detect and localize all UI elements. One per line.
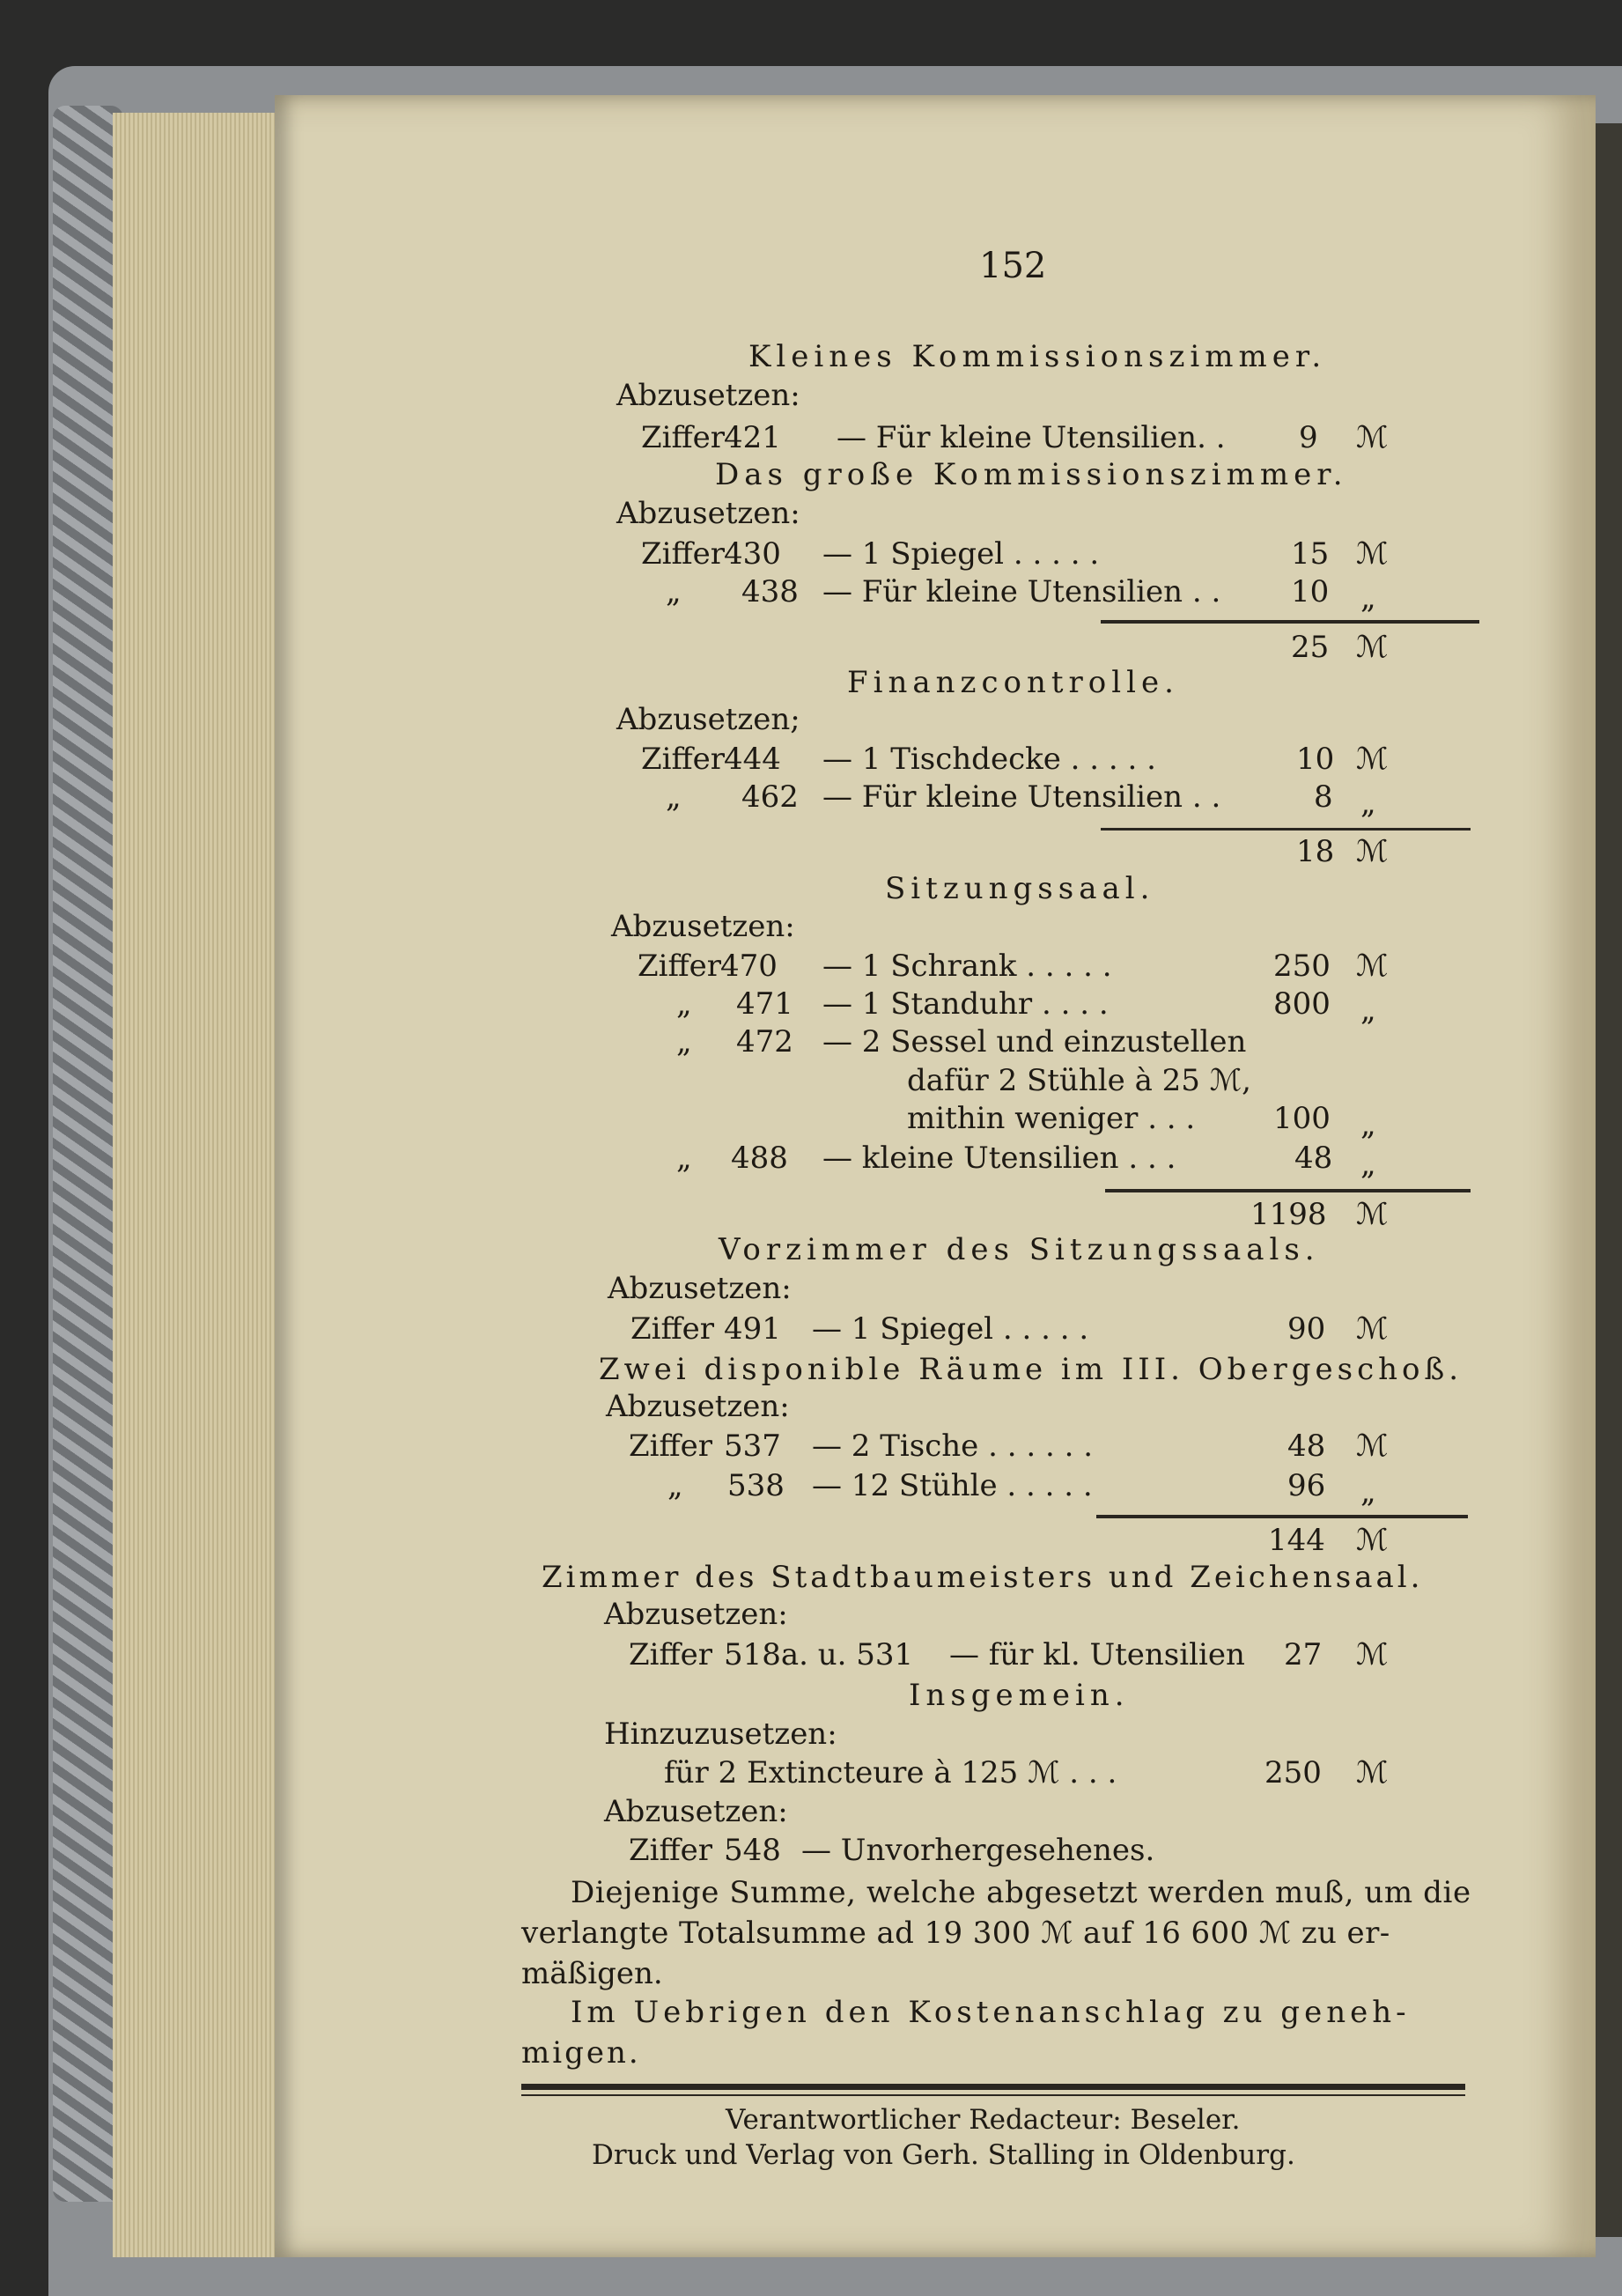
- sum-rule: [1096, 1515, 1468, 1518]
- row-prefix: „: [666, 574, 682, 609]
- row-unit: „: [1360, 1474, 1376, 1510]
- section-label: Abzusetzen:: [608, 1271, 792, 1306]
- row-text: — 1 Spiegel . . . . .: [822, 536, 1100, 572]
- row-prefix: „: [667, 1468, 683, 1503]
- section-label: Abzusetzen:: [604, 1597, 788, 1632]
- row-number: 538: [727, 1468, 785, 1503]
- section-heading: Finanzcontrolle.: [847, 665, 1179, 700]
- row-text: — 1 Spiegel . . . . .: [812, 1311, 1089, 1347]
- row-text: dafür 2 Stühle à 25 ℳ,: [907, 1063, 1251, 1098]
- row-number: 444: [724, 742, 781, 777]
- row-text: — 12 Stühle . . . . .: [812, 1468, 1093, 1503]
- section-heading: Zimmer des Stadtbaumeisters und Zeichensaal.: [542, 1560, 1424, 1595]
- page-edges: [113, 113, 280, 2257]
- row-prefix: „: [676, 986, 692, 1022]
- row-value: 250: [1264, 1755, 1322, 1790]
- section-label: Abzusetzen:: [616, 496, 800, 531]
- row-unit: „: [1360, 1107, 1376, 1142]
- paragraph-line: verlangte Totalsumme ad 19 300 ℳ auf 16 600 ℳ zu er-: [521, 1916, 1390, 1951]
- paragraph-line: migen.: [521, 2035, 641, 2071]
- row-unit: „: [1360, 786, 1376, 821]
- row-unit: ℳ: [1356, 1755, 1389, 1790]
- section-label: Abzusetzen:: [611, 909, 795, 944]
- sum-rule: [1101, 828, 1471, 831]
- row-unit: ℳ: [1356, 536, 1389, 572]
- row-value: 10: [1296, 742, 1335, 777]
- row-value: 48: [1287, 1429, 1326, 1464]
- row-number: 537: [724, 1429, 781, 1464]
- row-number: 470: [720, 949, 778, 984]
- footer-rule-thin: [521, 2094, 1465, 2096]
- page-number: 152: [979, 246, 1047, 286]
- section-label: Abzusetzen:: [606, 1389, 790, 1424]
- section-total-unit: ℳ: [1356, 1523, 1389, 1558]
- section-heading: Das große Kommissionszimmer.: [715, 457, 1348, 492]
- section-label-2: Abzusetzen:: [604, 1794, 788, 1829]
- book-gutter: [1596, 123, 1622, 2237]
- row-text: — 2 Sessel und einzustellen: [822, 1024, 1247, 1059]
- section-total-unit: ℳ: [1356, 834, 1389, 869]
- row-text: — 2 Tische . . . . . .: [812, 1429, 1093, 1464]
- paragraph-line: Diejenige Summe, welche abgesetzt werden muß, um die: [571, 1875, 1471, 1910]
- row-number: 462: [741, 779, 799, 815]
- row-text: — 1 Schrank . . . . .: [822, 949, 1112, 984]
- row-value: 96: [1287, 1468, 1326, 1503]
- row-value: 10: [1291, 574, 1330, 609]
- row-value: 90: [1287, 1311, 1326, 1347]
- row-prefix: Ziffer: [638, 949, 722, 984]
- row-unit: „: [1360, 993, 1376, 1028]
- row-number: 430: [724, 536, 781, 572]
- row-prefix: Ziffer: [630, 1311, 715, 1347]
- row-unit: ℳ: [1356, 1429, 1389, 1464]
- row-unit: „: [1360, 580, 1376, 616]
- section-heading: Kleines Kommissionszimmer.: [748, 339, 1327, 374]
- row-number: 518a. u. 531: [724, 1637, 914, 1672]
- row-text: — 1 Standuhr . . . .: [822, 986, 1109, 1022]
- row-prefix: „: [666, 779, 682, 815]
- row-text: — Für kleine Utensilien . .: [822, 574, 1221, 609]
- paragraph-line: Im Uebrigen den Kostenanschlag zu geneh-: [571, 1995, 1411, 2030]
- section-heading: Zwei disponible Räume im III. Obergeschoß.: [599, 1352, 1463, 1387]
- row-prefix: Ziffer: [641, 742, 726, 777]
- row-unit: ℳ: [1356, 949, 1389, 984]
- sum-rule: [1101, 620, 1479, 624]
- paragraph-line: mäßigen.: [521, 1956, 663, 1991]
- row-text: — Für kleine Utensilien . .: [822, 779, 1221, 815]
- section-total-unit: ℳ: [1356, 1197, 1389, 1232]
- row-unit: „: [1360, 1147, 1376, 1182]
- section-total-unit: ℳ: [1356, 630, 1389, 665]
- footer-rule: [521, 2084, 1465, 2090]
- row-unit: ℳ: [1356, 420, 1389, 455]
- row-prefix: „: [676, 1024, 692, 1059]
- section-heading: Vorzimmer des Sitzungssaals.: [719, 1232, 1320, 1267]
- row-text: mithin weniger . . .: [907, 1101, 1196, 1136]
- row-prefix: Ziffer: [629, 1833, 713, 1868]
- row-value: 15: [1291, 536, 1330, 572]
- row-number: 471: [736, 986, 793, 1022]
- row-text: für 2 Extincteure à 125 ℳ . . .: [664, 1755, 1117, 1790]
- row-value: 48: [1294, 1141, 1333, 1176]
- section-label: Abzusetzen;: [616, 702, 800, 737]
- section-heading: Sitzungssaal.: [885, 871, 1155, 906]
- row-number: 488: [731, 1141, 788, 1176]
- row-number: 421: [724, 420, 781, 455]
- row-value: 100: [1273, 1101, 1331, 1136]
- row-value: 800: [1273, 986, 1331, 1022]
- row-prefix: Ziffer: [629, 1429, 713, 1464]
- row-number: 491: [724, 1311, 781, 1347]
- row-unit: ℳ: [1356, 1311, 1389, 1347]
- row-text: — Für kleine Utensilien. .: [837, 420, 1226, 455]
- row-unit: ℳ: [1356, 1637, 1389, 1672]
- row-prefix: „: [676, 1141, 692, 1176]
- row-prefix: Ziffer: [641, 536, 726, 572]
- row-number: 548: [724, 1833, 781, 1868]
- section-total-value: 1198: [1250, 1197, 1327, 1232]
- row-value: 8: [1314, 779, 1333, 815]
- row-text: — 1 Tischdecke . . . . .: [822, 742, 1156, 777]
- row-unit: ℳ: [1356, 742, 1389, 777]
- footer-publisher: Druck und Verlag von Gerh. Stalling in Oldenburg.: [592, 2139, 1295, 2171]
- row-text: — Unvorhergesehenes.: [801, 1833, 1155, 1868]
- row-prefix: Ziffer: [629, 1637, 713, 1672]
- row-number: 438: [741, 574, 799, 609]
- row-prefix: Ziffer: [641, 420, 726, 455]
- section-total-value: 25: [1291, 630, 1330, 665]
- row-value: 27: [1284, 1637, 1323, 1672]
- section-total-value: 144: [1268, 1523, 1325, 1558]
- row-number: 472: [736, 1024, 793, 1059]
- section-heading: Insgemein.: [909, 1678, 1130, 1713]
- row-text: — für kl. Utensilien: [949, 1637, 1245, 1672]
- footer-editor: Verantwortlicher Redacteur: Beseler.: [726, 2104, 1241, 2136]
- row-value: 250: [1273, 949, 1331, 984]
- section-label: Hinzuzusetzen:: [604, 1716, 837, 1752]
- section-label: Abzusetzen:: [616, 378, 800, 413]
- row-text: — kleine Utensilien . . .: [822, 1141, 1176, 1176]
- section-total-value: 18: [1296, 834, 1335, 869]
- row-value: 9: [1299, 420, 1318, 455]
- sum-rule: [1105, 1189, 1471, 1192]
